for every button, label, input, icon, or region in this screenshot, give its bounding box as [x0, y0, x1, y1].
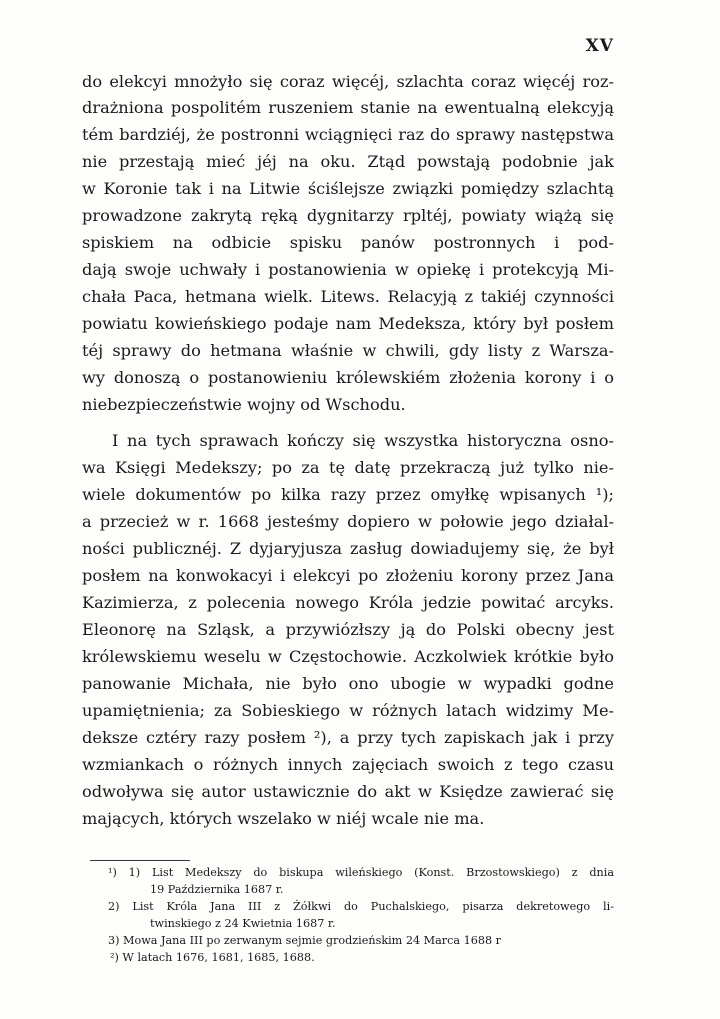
body-line: panowanie Michała, nie było ono ubogie w wypadki godne — [82, 674, 614, 693]
body-line: spiskiem na odbicie spisku panów postronnych i pod- — [82, 233, 614, 252]
body-line: wa Księgi Medekszy; po za tę datę przekraczą już tylko nie- — [82, 458, 614, 477]
body-line: upamiętnienia; za Sobieskiego w różnych latach widzimy Me- — [82, 701, 614, 720]
body-line: Eleonorę na Szląsk, a przywiózłszy ją do Polski obecny jest — [82, 620, 614, 639]
body-line: wy donoszą o postanowieniu królewskiém złożenia korony i o — [82, 368, 614, 387]
body-line: mających, których wszelako w niéj wcale nie ma. — [82, 809, 485, 828]
body-line: dają swoje uchwały i postanowienia w opiekę i protekcyją Mi- — [82, 260, 614, 279]
body-line: ności publicznéj. Z dyjaryjusza zasług dowiadujemy się, że był — [82, 539, 614, 558]
footnote-line: 19 Października 1687 r. — [150, 883, 284, 896]
body-line: posłem na konwokacyi i elekcyi po złożeniu korony przez Jana — [82, 566, 614, 585]
body-line: I na tych sprawach kończy się wszystka historyczna osno- — [112, 431, 614, 450]
footnote-line: 2) List Króla Jana III z Żółkwi do Puchalskiego, pisarza dekretowego li- — [108, 900, 614, 913]
footnote-line: 3) Mowa Jana III po zerwanym sejmie grodzieńskim 24 Marca 1688 r — [108, 934, 501, 947]
body-line: nie przestają mieć jéj na oku. Ztąd powstają podobnie jak — [82, 152, 614, 171]
footnote-line: ²) W latach 1676, 1681, 1685, 1688. — [110, 951, 315, 964]
footnote-divider — [90, 860, 190, 861]
body-line: chała Paca, hetmana wielk. Litews. Relacyją z takiéj czynności — [82, 287, 614, 306]
body-line: do elekcyi mnożyło się coraz więcéj, szlachta coraz więcéj roz- — [82, 72, 614, 91]
body-line: wiele dokumentów po kilka razy przez omyłkę wpisanych ¹); — [82, 485, 614, 504]
body-line: odwoływa się autor ustawicznie do akt w Księdze zawierać się — [82, 782, 614, 801]
body-line: królewskiemu weselu w Częstochowie. Aczkolwiek krótkie było — [82, 647, 614, 666]
body-line: téj sprawy do hetmana właśnie w chwili, gdy listy z Warsza- — [82, 341, 614, 360]
body-line: Kazimierza, z polecenia nowego Króla jedzie powitać arcyks. — [82, 593, 614, 612]
page-number: XV — [585, 36, 614, 56]
body-line: niebezpieczeństwie wojny od Wschodu. — [82, 395, 406, 414]
body-line: drażniona pospolitém ruszeniem stanie na ewentualną elekcyją — [82, 98, 614, 117]
body-line: w Koronie tak i na Litwie ściślejsze związki pomiędzy szlachtą — [82, 179, 614, 198]
body-line: powiatu kowieńskiego podaje nam Medeksza, który był posłem — [82, 314, 614, 333]
footnote-line: twinskiego z 24 Kwietnia 1687 r. — [150, 917, 336, 930]
body-line: wzmiankach o różnych innych zajęciach swoich z tego czasu — [82, 755, 614, 774]
body-line: a przecież w r. 1668 jesteśmy dopiero w połowie jego działal- — [82, 512, 614, 531]
body-line: prowadzone zakrytą ręką dygnitarzy rpltéj, powiaty wiążą się — [82, 206, 614, 225]
body-line: deksze cztéry razy posłem ²), a przy tych zapiskach jak i przy — [82, 728, 614, 747]
footnote-line: ¹) 1) List Medekszy do biskupa wileńskiego (Konst. Brzostowskiego) z dnia — [108, 866, 614, 879]
body-line: tém bardziéj, że postronni wciągnięci raz do sprawy następstwa — [82, 125, 614, 144]
